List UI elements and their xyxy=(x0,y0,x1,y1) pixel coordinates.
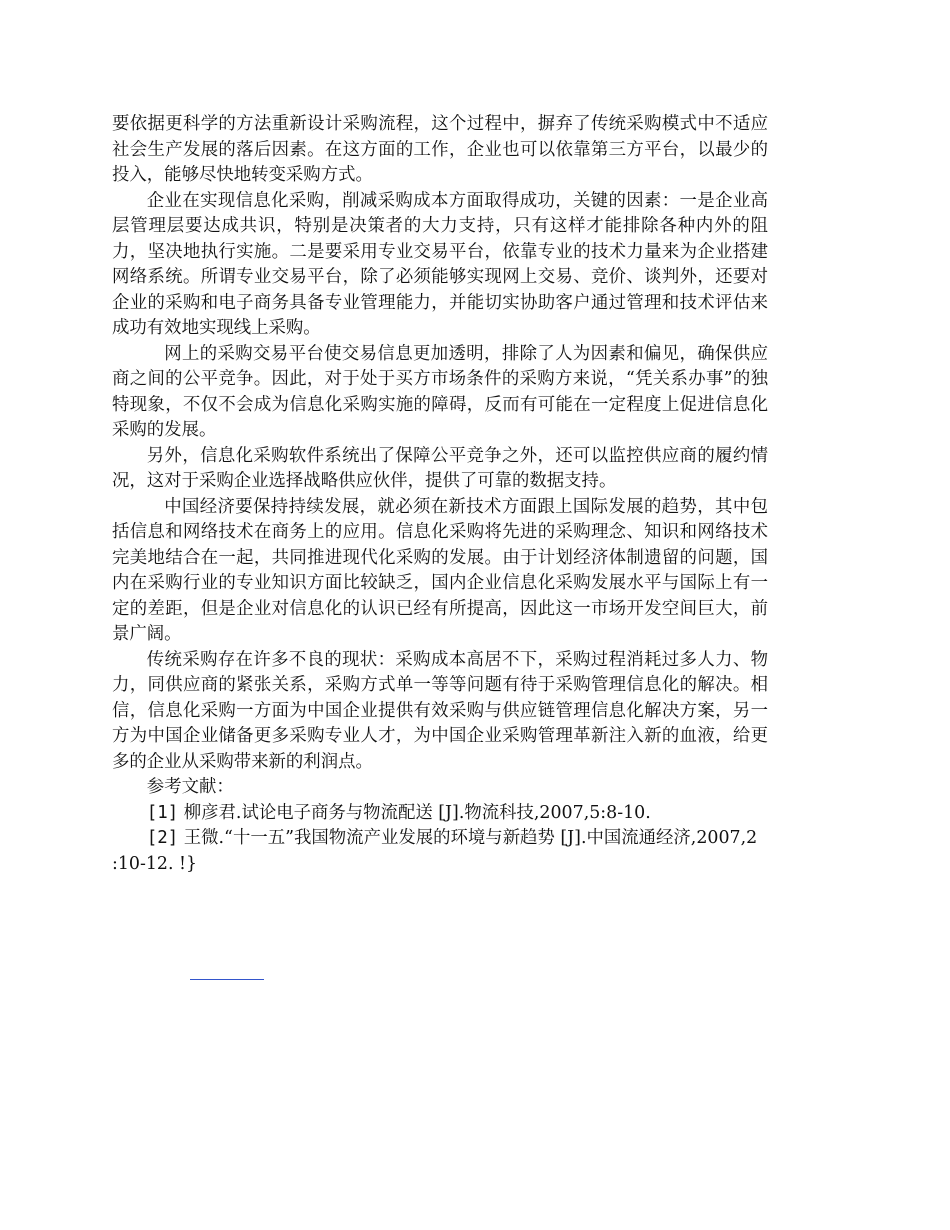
reference-2-text: 王微.“十一五”我国物流产业发展的环境与新趋势 [J].中国流通经济,2007,2 :10-12. !} xyxy=(112,828,758,874)
paragraph-5: 中国经济要保持持续发展，就必须在新技术方面跟上国际发展的趋势，其中包括信息和网络技术在商务上的应用。信息化采购将先进的采购理念、知识和网络技术完美地结合在一起，共同推进现代化采购的发展。由于计划经济体制遗留的问题，国内在采购行业的专业知识方面比较缺乏，国内企业信息化采购发展水平与国际上有一定的差距，但是企业对信息化的认识已经有所提高，因此这一市场开发空间巨大，前景广阔。 xyxy=(112,496,768,644)
paragraph-2: 企业在实现信息化采购，削减采购成本方面取得成功，关键的因素：一是企业高层管理层要达成共识，特别是决策者的大力支持，只有这样才能排除各种内外的阻力，坚决地执行实施。二是要采用专业交易平台，依靠专业的技术力量来为企业搭建网络系统。所谓专业交易平台，除了必须能够实现网上交易、竞价、谈判外，还要对企业的采购和电子商务具备专业管理能力，并能切实协助客户通过管理和技术评估来成功有效地实现线上采购。 xyxy=(112,190,768,338)
reference-1-number: [1] xyxy=(146,802,179,823)
paragraph-6: 传统采购存在许多不良的现状：采购成本高居不下，采购过程消耗过多人力、物力，同供应商的紧张关系，采购方式单一等等问题有待于采购管理信息化的解决。相信，信息化采购一方面为中国企业提供有效采购与供应链管理信息化解决方案，另一方为中国企业储备更多采购专业人才，为中国企业采购管理革新注入新的血液，给更多的企业从采购带来新的利润点。 xyxy=(112,649,768,772)
paragraph-3: 网上的采购交易平台使交易信息更加透明，排除了人为因素和偏见，确保供应商之间的公平竞争。因此，对于处于买方市场条件的采购方来说，“凭关系办事”的独特现象，不仅不会成为信息化采购实施的障碍，反而有可能在一定程度上促进信息化采购的发展。 xyxy=(112,343,768,440)
footnote-separator xyxy=(190,979,264,980)
reference-1-text: 柳彦君.试论电子商务与物流配送 [J].物流科技,2007,5:8-10. xyxy=(178,802,651,823)
reference-1 xyxy=(112,801,768,827)
paragraph-1: 要依据更科学的方法重新设计采购流程，这个过程中，摒弃了传统采购模式中不适应社会生产发展的落后因素。在这方面的工作，企业也可以依靠第三方平台，以最少的投入，能够尽快地转变采购方式。 xyxy=(112,114,768,185)
reference-2-number: [2] xyxy=(146,828,179,848)
reference-2 xyxy=(112,826,768,877)
paragraph-4: 另外，信息化采购软件系统出了保障公平竞争之外，还可以监控供应商的履约情况，这对于采购企业选择战略供应伙伴，提供了可靠的数据支持。 xyxy=(112,445,768,491)
references-heading: 参考文献： xyxy=(146,777,234,797)
document-body xyxy=(112,112,768,877)
